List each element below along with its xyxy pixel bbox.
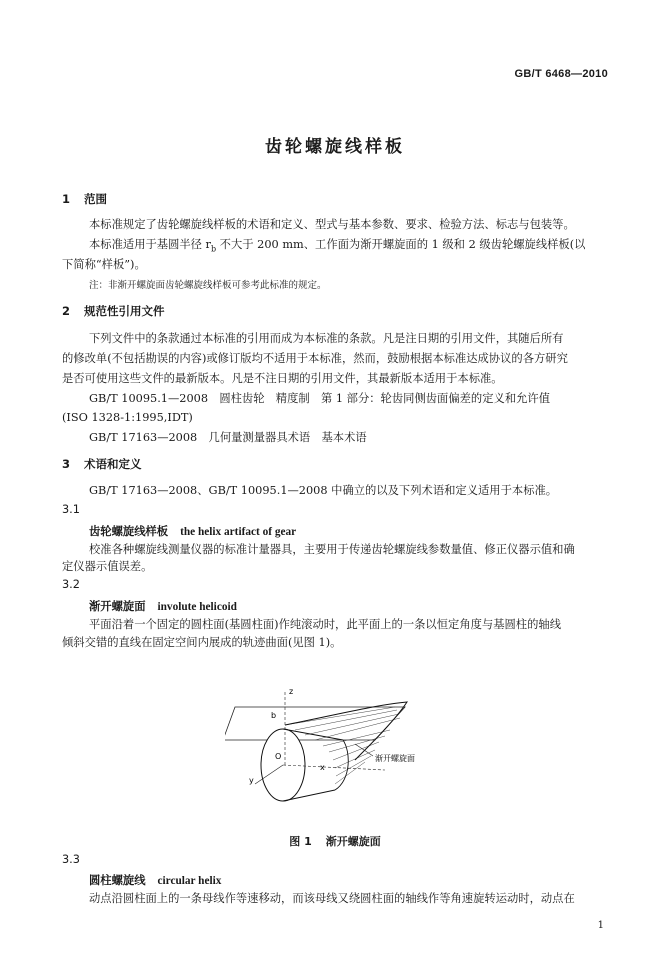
paragraph-continuation: 是否可使用这些文件的最新版本。凡是不注日期的引用文件，其最新版本适用于本标准。	[62, 372, 503, 385]
b-label: b	[271, 711, 277, 720]
term-definition: 校准各种螺旋线测量仪器的标准计量器具，主要用于传递齿轮螺旋线参数量值、修正仪器示值和确	[89, 543, 575, 556]
paragraph	[89, 236, 585, 258]
figure-1	[225, 680, 445, 824]
term-heading	[89, 598, 237, 614]
paragraph-continuation: 下简称“样板”)。	[62, 258, 146, 271]
section-number: 3	[62, 457, 71, 471]
leader-line	[355, 744, 373, 756]
section-2-heading	[62, 303, 165, 319]
document-title: 齿轮螺旋线样板	[265, 137, 405, 157]
term-number: 3.2	[62, 578, 80, 591]
term-heading	[89, 872, 221, 888]
term-definition: 动点沿圆柱面上的一条母线作等速移动，而该母线又绕圆柱面的轴线作等角速旋转运动时，动点在	[89, 892, 575, 905]
section-title: 规范性引用文件	[84, 304, 165, 318]
term-en: circular helix	[157, 875, 222, 887]
term-number: 3.3	[62, 853, 80, 866]
paragraph: GB/T 17163—2008、GB/T 10095.1—2008 中确立的以及下列术语和定义适用于本标准。	[89, 484, 558, 497]
reference-item-continuation: (ISO 1328-1:1995,IDT)	[62, 411, 193, 424]
text-run: 不大于 200 mm、工作面为渐开螺旋面的 1 级和 2 级齿轮螺旋线样板(以	[216, 238, 586, 251]
figure-caption-text: 渐开螺旋面	[325, 835, 381, 848]
section-number: 2	[62, 304, 71, 318]
paragraph: 本标准规定了齿轮螺旋线样板的术语和定义、型式与基本参数、要求、检验方法、标志与包装等。	[89, 218, 575, 231]
standard-number: GB/T 6468—2010	[514, 68, 608, 80]
section-1-heading	[62, 191, 107, 207]
y-axis-label: y	[249, 776, 254, 785]
figure-number: 图 1	[289, 835, 312, 848]
surface-label: 渐开螺旋面	[375, 754, 415, 763]
term-zh: 渐开螺旋面	[89, 600, 146, 613]
note: 注：非渐开螺旋面齿轮螺旋线样板可参考此标准的规定。	[89, 280, 327, 291]
term-en: the helix artifact of gear	[180, 526, 297, 538]
reference-item: GB/T 10095.1—2008 圆柱齿轮 精度制 第 1 部分：轮齿同侧齿面偏差的定义和允许值	[89, 392, 551, 405]
involute-helicoid-diagram	[225, 680, 445, 820]
term-definition-continuation: 倾斜交错的直线在固定空间内展成的轨迹曲面(见图 1)。	[62, 636, 342, 649]
term-zh: 齿轮螺旋线样板	[89, 525, 169, 538]
section-number: 1	[62, 192, 71, 206]
reference-item: GB/T 17163—2008 几何量测量器具术语 基本术语	[89, 431, 367, 444]
paragraph: 下列文件中的条款通过本标准的引用而成为本标准的条款。凡是注日期的引用文件，其随后所有	[89, 332, 564, 345]
term-en: involute helicoid	[157, 601, 237, 613]
subscript: b	[210, 244, 217, 254]
term-definition-continuation: 定仪器示值误差。	[62, 560, 153, 573]
x-axis-label: x	[320, 763, 325, 772]
section-title: 术语和定义	[84, 457, 142, 471]
figure-caption	[0, 833, 670, 849]
term-heading	[89, 523, 296, 539]
z-axis-label: z	[289, 687, 294, 696]
term-definition: 平面沿着一个固定的圆柱面(基圆柱面)作纯滚动时，此平面上的一条以恒定角度与基圆柱的轴线	[89, 618, 561, 631]
term-zh: 圆柱螺旋线	[89, 874, 146, 887]
term-number: 3.1	[62, 503, 80, 516]
section-title: 范围	[84, 192, 107, 206]
section-3-heading	[62, 456, 142, 472]
page-number: 1	[597, 920, 604, 931]
paragraph-continuation: 的修改单(不包括勘误的内容)或修订版均不适用于本标准，然而，鼓励根据本标准达成协议的各方研究	[62, 352, 568, 365]
origin-label: O	[275, 752, 282, 761]
text-run: 本标准适用于基圆半径 r	[89, 238, 211, 251]
